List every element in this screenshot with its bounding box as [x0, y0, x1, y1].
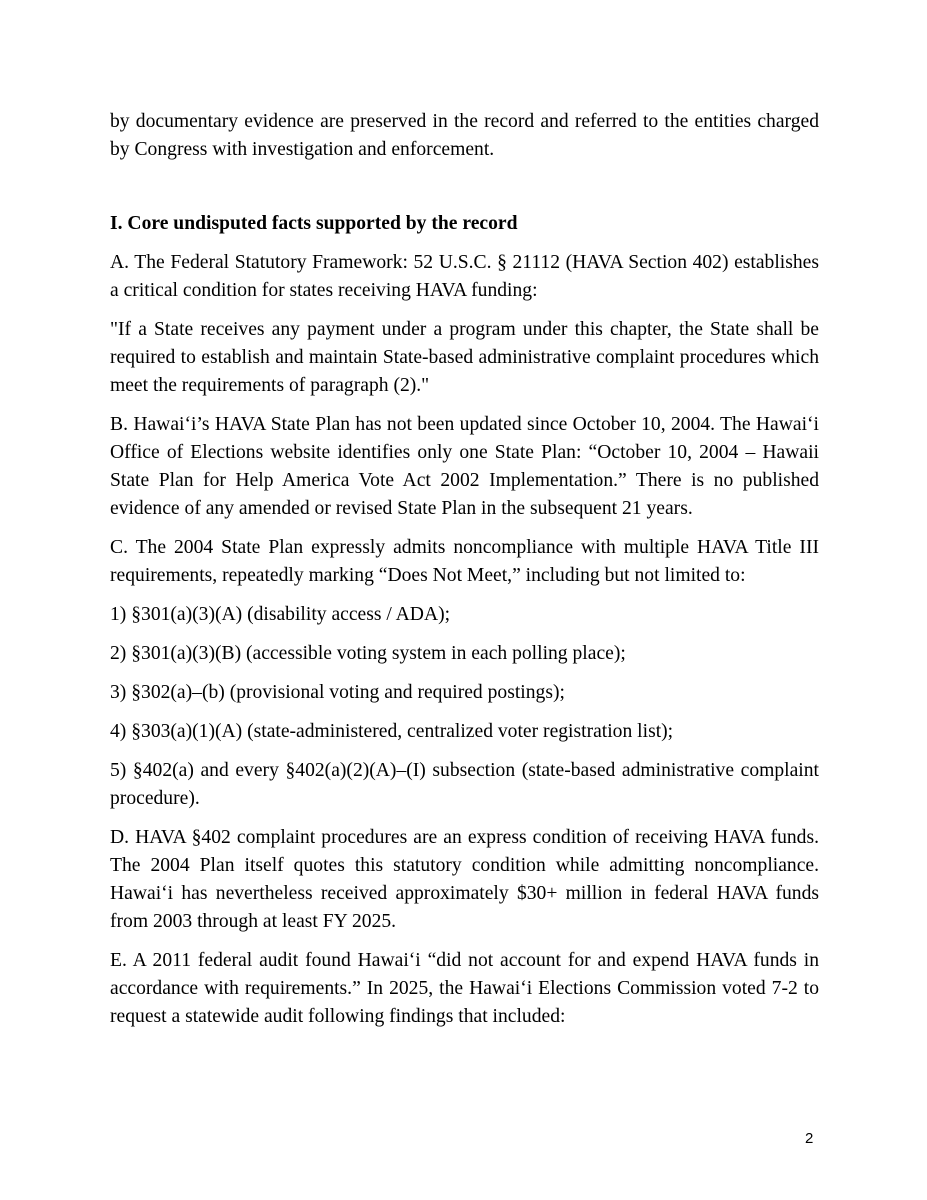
statute-quote: "If a State receives any payment under a program under this chapter, the State shall be required to establish and maintain State-based administrative complaint procedures which meet the requirements of paragraph (2).": [110, 319, 819, 396]
paragraph-d: D. HAVA §402 complaint procedures are an express condition of receiving HAVA funds. The 2004 Plan itself quotes this statutory condition while admitting noncompliance. Hawai‘i has nevertheless received approximately $30+ million in federal HAVA funds from 2003 through at least FY 2025.: [110, 827, 819, 932]
page-number: 2: [805, 1130, 814, 1147]
intro-continuation-paragraph: by documentary evidence are preserved in the record and referred to the entities charged by Congress with investigation and enforcement.: [110, 111, 819, 160]
section-heading: I. Core undisputed facts supported by the record: [110, 213, 518, 234]
noncompliance-list: [110, 601, 819, 813]
list-item: 3) §302(a)–(b) (provisional voting and required postings);: [110, 682, 565, 703]
paragraph-a: A. The Federal Statutory Framework: 52 U.S.C. § 21112 (HAVA Section 402) establishes a critical condition for states receiving HAVA funding:: [110, 252, 819, 301]
document-page: [110, 108, 819, 1042]
paragraph-b: B. Hawai‘i’s HAVA State Plan has not been updated since October 10, 2004. The Hawai‘i Office of Elections website identifies only one State Plan: “October 10, 2004 – Hawaii State Plan for Help America Vote Act 2002 Implementation.” There is no published evidence of any amended or revised State Plan in the subsequent 21 years.: [110, 414, 819, 519]
list-item: 5) §402(a) and every §402(a)(2)(A)–(I) subsection (state-based administrative complaint procedure).: [110, 760, 819, 809]
paragraph-e: E. A 2011 federal audit found Hawai‘i “did not account for and expend HAVA funds in accordance with requirements.” In 2025, the Hawai‘i Elections Commission voted 7-2 to request a statewide audit following findings that included:: [110, 950, 819, 1027]
list-item: 1) §301(a)(3)(A) (disability access / ADA);: [110, 604, 451, 625]
list-item: 2) §301(a)(3)(B) (accessible voting system in each polling place);: [110, 643, 626, 664]
paragraph-c: C. The 2004 State Plan expressly admits noncompliance with multiple HAVA Title III requirements, repeatedly marking “Does Not Meet,” including but not limited to:: [110, 537, 819, 586]
list-item: 4) §303(a)(1)(A) (state-administered, centralized voter registration list);: [110, 721, 674, 742]
